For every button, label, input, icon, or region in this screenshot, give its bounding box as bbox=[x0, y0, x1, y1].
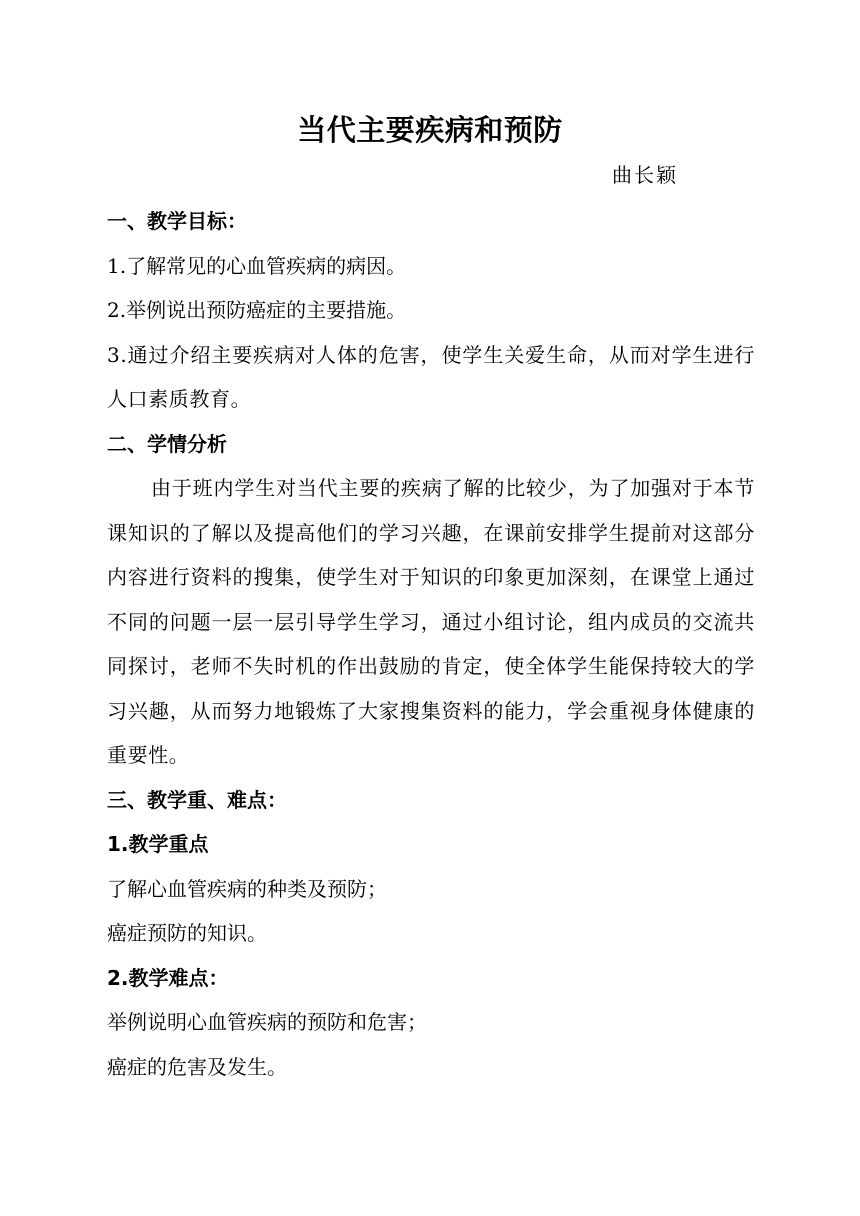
focus-item-1: 了解心血管疾病的种类及预防； bbox=[107, 876, 387, 901]
objective-item-3: 3.通过介绍主要疾病对人体的危害，使学生关爱生命，从而对学生进行人口素质教育。 bbox=[107, 342, 755, 411]
subheading-focus: 1.教学重点 bbox=[107, 832, 209, 856]
author-name: 曲长颖 bbox=[612, 163, 678, 187]
analysis-paragraph: 由于班内学生对当代主要的疾病了解的比较少，为了加强对于本节课知识的了解以及提高他们的学习兴趣，在课前安排学生提前对这部分内容进行资料的搜集，使学生对于知识的印象更加深刻，在课堂上通过不同的问题一层一层引导学生学习，通过小组讨论，组内成员的交流共同探讨，老师不失时机的作出鼓励的肯定，使全体学生能保持较大的学习兴趣，从而努力地锻炼了大家搜集资料的能力，学会重视身体健康的重要性。 bbox=[107, 476, 755, 767]
difficulty-item-1: 举例说明心血管疾病的预防和危害； bbox=[107, 1010, 427, 1034]
section-heading-analysis: 二、学情分析 bbox=[107, 431, 227, 456]
objective-item-1: 1.了解常见的心血管疾病的病因。 bbox=[107, 253, 407, 278]
focus-item-2: 癌症预防的知识。 bbox=[107, 921, 267, 945]
section-heading-objectives: 一、教学目标： bbox=[107, 209, 247, 233]
document-body bbox=[107, 199, 755, 1089]
document-title: 当代主要疾病和预防 bbox=[297, 113, 563, 147]
section-heading-key-points: 三、教学重、难点： bbox=[107, 787, 287, 812]
difficulty-item-2: 癌症的危害及发生。 bbox=[107, 1054, 287, 1079]
objective-item-2: 2.举例说出预防癌症的主要措施。 bbox=[107, 298, 407, 322]
subheading-difficulty: 2.教学难点： bbox=[107, 965, 229, 990]
